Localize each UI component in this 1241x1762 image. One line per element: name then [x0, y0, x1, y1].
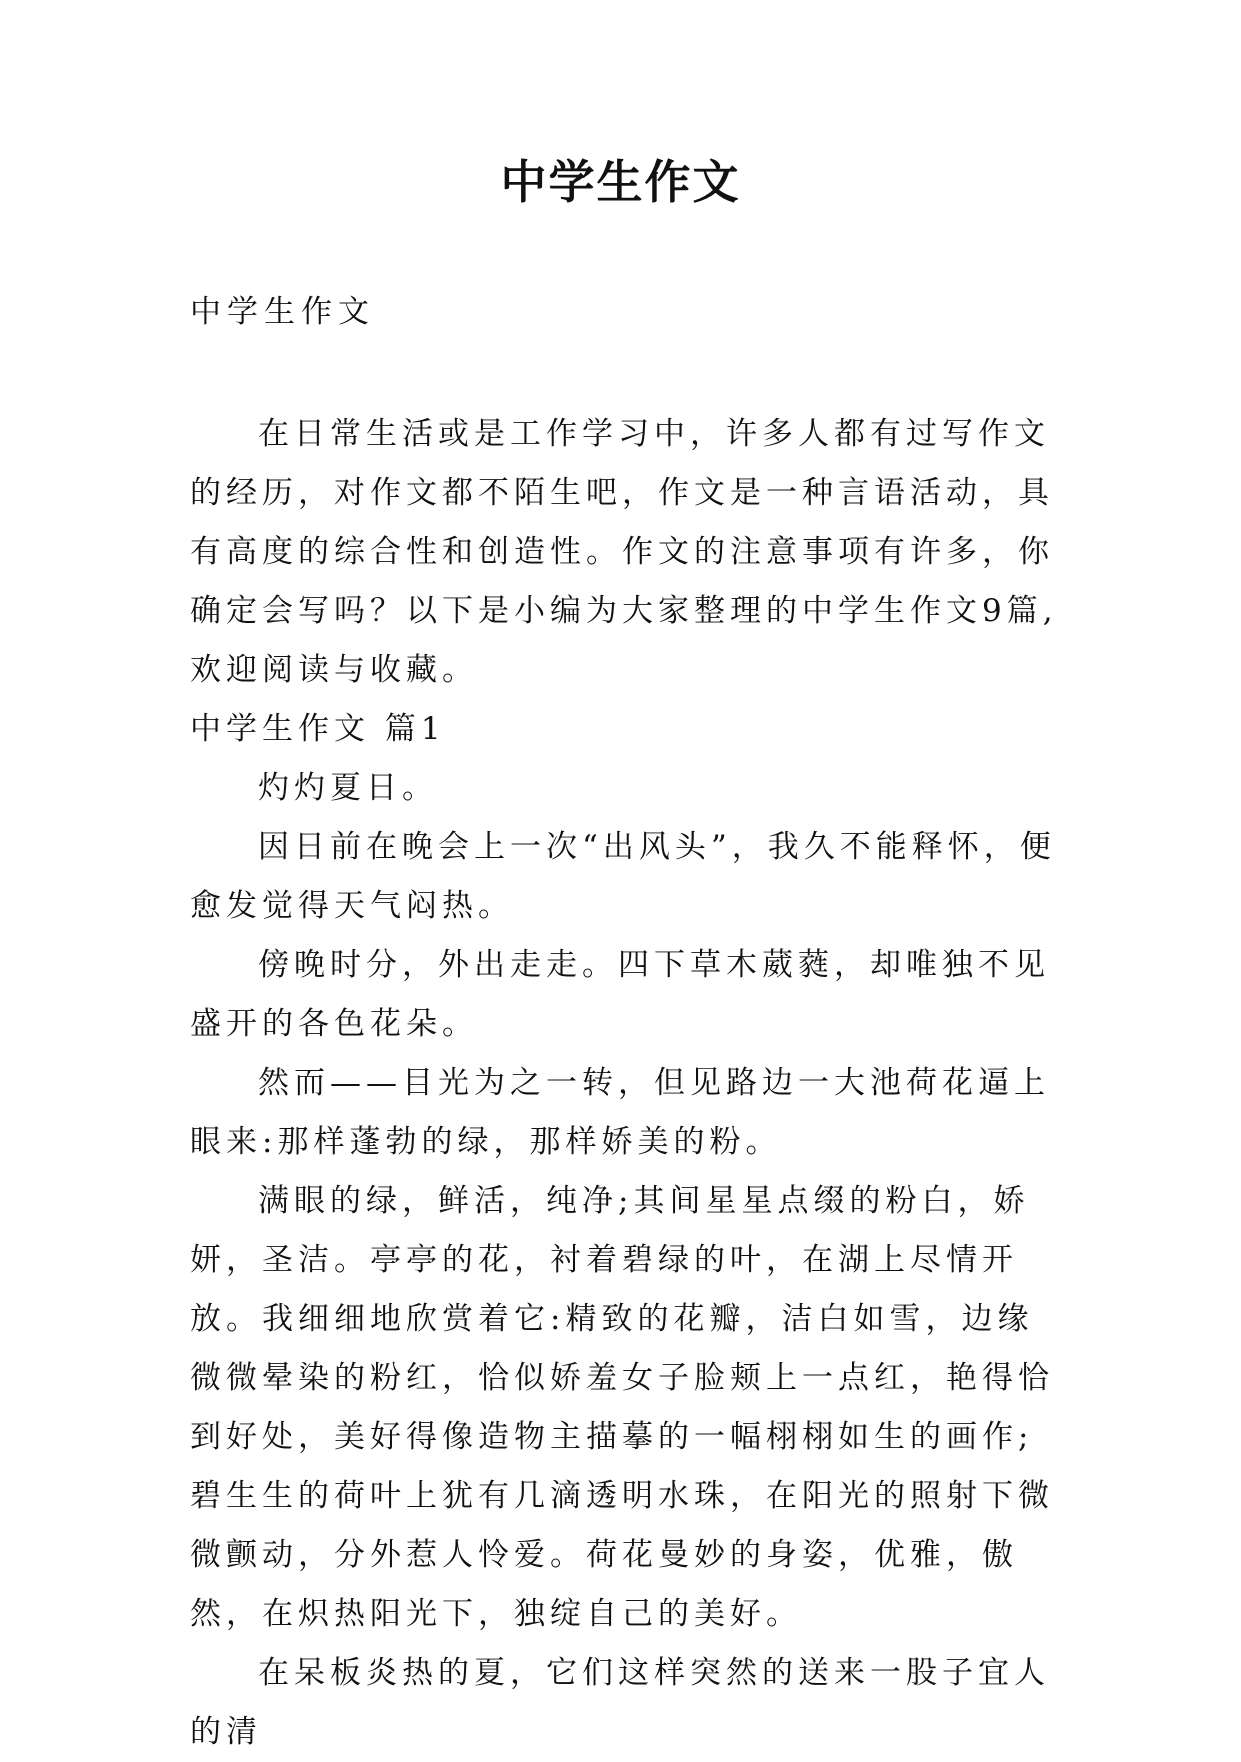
section-heading: 中学生作文 篇1 [190, 711, 446, 747]
body-paragraph: 灼灼夏日。 [258, 770, 438, 806]
body-paragraph: 傍晚时分，外出走走。四下草木葳蕤，却唯独不见盛开的各色花朵。 [190, 947, 1050, 1042]
document-title: 中学生作文 [500, 155, 741, 209]
intro-paragraph: 在日常生活或是工作学习中，许多人都有过写作文的经历，对作文都不陌生吧，作文是一种言语活动，具有高度的综合性和创造性。作文的注意事项有许多，你确定会写吗？以下是小编为大家整理的中学生作文9篇,欢迎阅读与收藏。 [190, 416, 1058, 688]
body-paragraph: 在呆板炎热的夏，它们这样突然的送来一股子宜人的清 [190, 1655, 1050, 1750]
document-subtitle: 中学生作文 [190, 294, 375, 330]
document-body [190, 405, 1060, 1762]
body-paragraph: 因日前在晚会上一次“出风头”，我久不能释怀，便愈发觉得天气闷热。 [190, 829, 1056, 924]
body-paragraph: 然而——目光为之一转，但见路边一大池荷花逼上眼来:那样蓬勃的绿，那样娇美的粉。 [190, 1065, 1050, 1160]
body-paragraph: 满眼的绿，鲜活，纯净;其间星星点缀的粉白，娇妍，圣洁。亭亭的花，衬着碧绿的叶，在湖上尽情开放。我细细地欣赏着它:精致的花瓣，洁白如雪，边缘微微晕染的粉红，恰似娇羞女子脸颊上一点红，艳得恰到好处，美好得像造物主描摹的一幅栩栩如生的画作;碧生生的荷叶上犹有几滴透明水珠，在阳光的照射下微微颤动，分外惹人怜爱。荷花曼妙的身姿，优雅，傲然，在炽热阳光下，独绽自己的美好。 [190, 1183, 1054, 1632]
